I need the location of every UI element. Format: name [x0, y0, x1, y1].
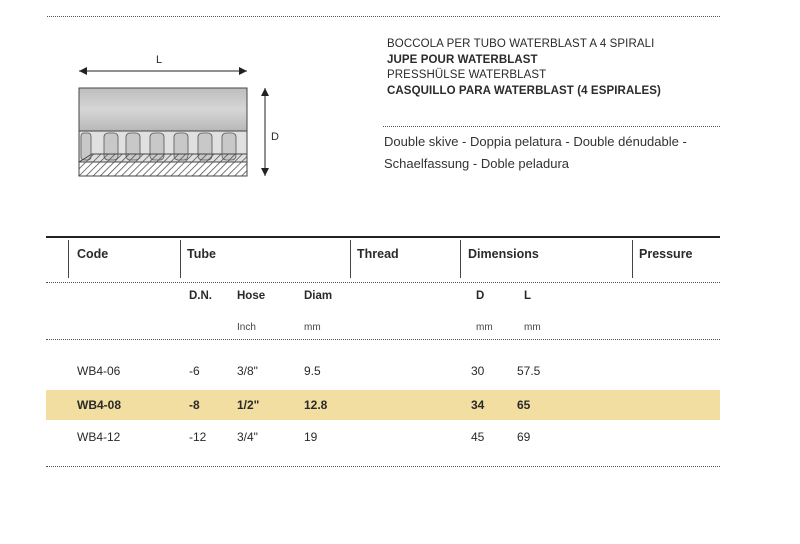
top-rule — [47, 16, 720, 17]
unit-diam: mm — [304, 322, 321, 333]
description-line-1: Double skive - Doppia pelatura - Double dénudable - — [384, 134, 687, 149]
cell-code: WB4-06 — [77, 364, 121, 378]
cell-diam: 19 — [304, 430, 318, 444]
description-divider — [383, 126, 720, 127]
unit-hose: Inch — [237, 322, 256, 333]
subheader-diam: Diam — [304, 290, 333, 302]
cell-code: WB4-08 — [77, 398, 122, 412]
table-row-highlighted — [46, 390, 720, 420]
cell-hose: 3/8" — [237, 364, 258, 378]
units-rule — [46, 339, 720, 340]
subheader-d: D — [476, 290, 485, 302]
cell-diam: 12.8 — [304, 398, 328, 412]
cell-l: 69 — [517, 430, 531, 444]
header-thread: Thread — [357, 247, 399, 261]
ferrule-drawing — [70, 50, 300, 190]
title-spanish: CASQUILLO PARA WATERBLAST (4 ESPIRALES) — [387, 84, 661, 97]
header-dimensions: Dimensions — [468, 247, 539, 261]
cell-d: 30 — [471, 364, 485, 378]
title-italian: BOCCOLA PER TUBO WATERBLAST A 4 SPIRALI — [387, 38, 655, 50]
header-rule — [46, 282, 720, 283]
cell-d: 45 — [471, 430, 485, 444]
cell-hose: 3/4" — [237, 430, 258, 444]
cell-dn: -8 — [189, 398, 200, 412]
title-french: JUPE POUR WATERBLAST — [387, 53, 538, 66]
col-divider-code — [68, 240, 69, 278]
header-tube: Tube — [187, 247, 216, 261]
col-divider-thread — [350, 240, 351, 278]
table-bottom-rule — [46, 466, 720, 467]
unit-d: mm — [476, 322, 493, 333]
unit-l: mm — [524, 322, 541, 333]
cell-dn: -6 — [189, 364, 200, 378]
description-line-2: Schaelfassung - Doble peladura — [384, 156, 570, 171]
header-pressure: Pressure — [639, 247, 693, 261]
cell-diam: 9.5 — [304, 364, 321, 378]
col-divider-dimensions — [460, 240, 461, 278]
diameter-label: D — [271, 131, 279, 143]
col-divider-pressure — [632, 240, 633, 278]
cell-dn: -12 — [189, 430, 207, 444]
subheader-dn: D.N. — [189, 290, 212, 302]
col-divider-tube — [180, 240, 181, 278]
table-top-rule — [46, 236, 720, 238]
cell-code: WB4-12 — [77, 430, 121, 444]
header-code: Code — [77, 247, 109, 261]
title-german: PRESSHÜLSE WATERBLAST — [387, 69, 547, 81]
product-titles — [387, 37, 661, 99]
subheader-hose: Hose — [237, 290, 266, 302]
cell-d: 34 — [471, 398, 485, 412]
cell-hose: 1/2" — [237, 398, 260, 412]
length-label: L — [156, 54, 163, 66]
description — [384, 131, 687, 175]
cell-l: 65 — [517, 398, 531, 412]
subheader-l: L — [524, 290, 532, 302]
cell-l: 57.5 — [517, 364, 541, 378]
